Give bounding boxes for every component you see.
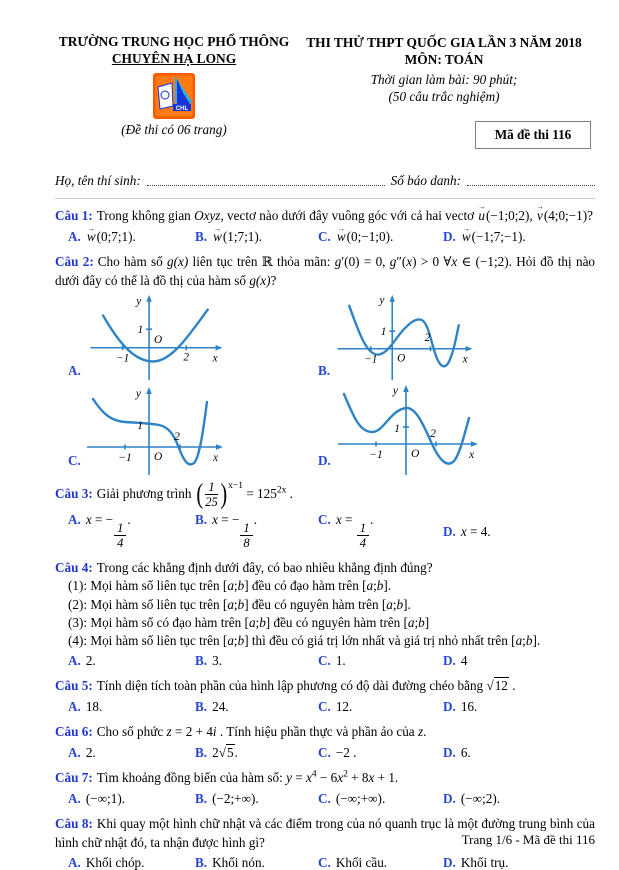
option-text: (−2;+∞).: [212, 790, 259, 806]
school-name-line2: CHUYÊN HẠ LONG: [111, 50, 237, 66]
statement-text: Mọi hàm số liên tục trên [a;b] thì đều có giá trị lớn nhất và giá trị nhỏ nhất trên [a;b].: [90, 632, 541, 648]
graph-d-plot: [328, 382, 488, 477]
statement-number: (4):: [68, 632, 88, 648]
statement-2: [68, 596, 595, 614]
option-text: 6.: [460, 744, 471, 760]
question-5-body: Tính diện tích toàn phần của hình lập phương có độ dài đường chéo bằng √12 .: [96, 678, 516, 694]
option-text: x = − $\frac{1}{4}$ .: [85, 512, 131, 551]
option-letter: C.: [318, 855, 331, 870]
statement-number: (3):: [68, 614, 88, 630]
school-logo-image: [153, 73, 195, 119]
origin-label: O: [154, 451, 163, 464]
pages-note: (Đề thi có 06 trang): [121, 121, 227, 137]
question-4-label: Câu 4:: [55, 559, 93, 575]
graph-option-c: [55, 382, 318, 472]
option-a: [68, 699, 195, 715]
header-school-block: [55, 34, 293, 149]
graph-option-d: [318, 382, 595, 472]
option-letter: B.: [195, 653, 208, 669]
question-8-body: Khi quay một hình chữ nhật và các điểm trong của nó quanh trục là một đường trung bình của hình chữ nhật đó, ta nhận được hình gì?: [55, 815, 596, 850]
option-letter: A.: [68, 698, 81, 714]
option-a: [68, 791, 195, 807]
option-text: Khối cầu.: [335, 855, 388, 870]
option-letter: D.: [443, 790, 456, 806]
statement-number: (2):: [68, 596, 88, 612]
option-d: [443, 653, 595, 669]
question-1-options: [55, 229, 595, 245]
candidate-id-field: [467, 173, 595, 186]
question-6: [55, 723, 595, 761]
option-b: [195, 745, 318, 761]
option-b: [195, 699, 318, 715]
option-letter: C.: [318, 228, 331, 244]
question-3-label: Câu 3:: [55, 486, 93, 502]
option-letter: B.: [195, 512, 208, 528]
option-c: [318, 653, 443, 669]
question-1-body: Trong không gian Oxyz, vectơ nào dưới đây vuông góc với cả hai vectơ → u(−1;0;2), → v(4;0;−1)?: [97, 208, 593, 223]
origin-label: O: [411, 448, 420, 461]
statement-1: [68, 577, 595, 595]
question-8-options: [55, 855, 595, 870]
question-4-options: [55, 653, 595, 669]
option-d: [443, 229, 595, 245]
option-a: [68, 855, 195, 870]
option-letter: C.: [318, 698, 331, 714]
option-text: (−∞;1).: [85, 790, 126, 806]
option-b: [195, 855, 318, 870]
option-letter: A.: [68, 512, 81, 528]
option-b: [195, 653, 318, 669]
option-letter: B.: [195, 228, 208, 244]
option-d: [443, 855, 595, 870]
option-b: [195, 791, 318, 807]
tick-label-2: 2: [424, 332, 431, 345]
question-3: [55, 480, 595, 550]
school-name-line1: TRƯỜNG TRUNG HỌC PHỔ THÔNG: [58, 34, 290, 49]
option-letter: B.: [195, 855, 208, 870]
option-letter: B.: [195, 744, 208, 760]
tick-label-neg1: −1: [116, 352, 130, 365]
x-axis-label: x: [212, 352, 218, 365]
option-letter: C.: [318, 790, 331, 806]
option-text: → w(1;7;1).: [212, 229, 262, 244]
x-axis-label: x: [462, 353, 468, 366]
question-6-body: Cho số phức z = 2 + 4i . Tính hiệu phần thực và phần ảo của z.: [96, 723, 427, 739]
graph-c-plot: [77, 382, 227, 477]
question-1: [55, 207, 595, 245]
question-6-label: Câu 6:: [55, 723, 93, 739]
graph-d-letter: D.: [318, 453, 331, 469]
graph-b-plot: [328, 292, 478, 382]
option-d: [443, 699, 595, 715]
option-text: → w(−1;7;−1).: [461, 229, 526, 244]
question-6-text: [55, 723, 595, 742]
option-b: [195, 512, 318, 550]
tick-label-1: 1: [137, 324, 144, 337]
option-text: −2 .: [335, 744, 357, 760]
question-2-body: Cho hàm số g(x) liên tục trên ℝ thỏa mãn: g′(0) = 0, g″(x) > 0 ∀x ∈ (−1;2). Hỏi đồ thị nào dưới đây có thể là đồ thị của hàm số g(x)?: [55, 253, 596, 288]
option-letter: B.: [195, 790, 208, 806]
x-axis-label: x: [469, 449, 475, 462]
question-5: [55, 677, 595, 715]
option-text: 2√5.: [212, 744, 238, 760]
option-text: → w(0;7;1).: [86, 229, 136, 244]
exam-subject: MÔN: TOÁN: [404, 52, 484, 68]
header-exam-block: [293, 34, 595, 149]
question-3-text: [55, 480, 595, 509]
option-text: Khối nón.: [212, 855, 265, 870]
tick-label-1: 1: [380, 326, 387, 339]
question-7-options: [55, 791, 595, 807]
logo-text: CHL: [175, 105, 189, 112]
option-a: [68, 512, 195, 550]
option-text: x = $\frac{1}{4}$ .: [335, 512, 374, 551]
option-text: 2.: [85, 744, 96, 760]
y-axis-label: y: [135, 388, 141, 401]
question-2-graphs: [55, 292, 595, 472]
question-2-label: Câu 2:: [55, 253, 94, 269]
option-c: [318, 699, 443, 715]
x-axis-label: x: [213, 452, 219, 465]
option-letter: C.: [318, 744, 331, 760]
option-text: 24.: [212, 698, 229, 714]
graph-a-letter: A.: [68, 363, 81, 379]
question-7-text: [55, 769, 595, 788]
option-letter: D.: [443, 698, 456, 714]
option-c: [318, 791, 443, 807]
question-1-label: Câu 1:: [55, 208, 93, 224]
option-letter: A.: [68, 790, 81, 806]
option-letter: A.: [68, 228, 81, 244]
option-text: 2.: [85, 653, 96, 669]
y-axis-label: y: [136, 296, 142, 309]
option-text: x = − $\frac{1}{8}$ .: [212, 512, 257, 551]
school-logo: [153, 73, 195, 119]
option-a: [68, 229, 195, 245]
option-c: [318, 512, 443, 550]
statement-text: Mọi hàm số có đạo hàm trên [a;b] đều có nguyên hàm trên [a;b]: [90, 614, 430, 630]
option-text: x = 4.: [460, 523, 491, 539]
option-letter: D.: [443, 744, 456, 760]
question-8-label: Câu 8:: [55, 815, 93, 831]
tick-label-1: 1: [137, 420, 143, 433]
question-5-options: [55, 699, 595, 715]
option-c: [318, 855, 443, 870]
option-letter: A.: [68, 653, 81, 669]
tick-label-neg1: −1: [369, 449, 383, 462]
exam-code-box: Mã đề thi 116: [475, 121, 591, 149]
exam-duration: Thời gian làm bài: 90 phút;: [370, 71, 518, 87]
graph-c-letter: C.: [68, 453, 81, 469]
origin-label: O: [397, 352, 406, 365]
option-text: 3.: [212, 653, 222, 669]
option-letter: A.: [68, 855, 81, 870]
option-letter: D.: [443, 653, 456, 669]
option-text: (−∞;2).: [460, 790, 501, 806]
question-6-options: [55, 745, 595, 761]
question-7-label: Câu 7:: [55, 770, 93, 786]
statement-text: Mọi hàm số liên tục trên [a;b] đều có nguyên hàm trên [a;b].: [90, 596, 411, 612]
option-text: Khối chóp.: [85, 855, 145, 870]
graph-b-letter: B.: [318, 363, 331, 379]
tick-label-neg1: −1: [364, 353, 378, 366]
option-letter: A.: [68, 744, 81, 760]
statement-4: [68, 632, 595, 650]
option-c: [318, 229, 443, 245]
question-1-text: [55, 207, 595, 226]
question-7: [55, 769, 595, 807]
graph-option-a: [55, 292, 318, 382]
option-a: [68, 653, 195, 669]
option-d: [443, 791, 595, 807]
option-text: Khối trụ.: [460, 855, 509, 870]
question-5-text: [55, 677, 595, 696]
option-text: 12.: [335, 698, 353, 714]
option-letter: B.: [195, 698, 208, 714]
option-b: [195, 229, 318, 245]
question-3-body: Giải phương trình ( $\frac{1}{25}$ ) $^{x-1} = 125^{2x}$ .: [96, 479, 293, 511]
question-3-options: [55, 512, 595, 550]
graph-option-b: [318, 292, 595, 382]
option-text: 16.: [460, 698, 478, 714]
question-4: [55, 559, 595, 670]
candidate-name-field: [147, 173, 385, 186]
question-4-statements: [55, 577, 595, 650]
question-2: [55, 253, 595, 472]
question-4-text: [55, 559, 595, 578]
tick-label-neg1: −1: [118, 452, 132, 465]
header: [55, 34, 595, 149]
option-text: 1.: [335, 653, 346, 669]
option-letter: D.: [443, 523, 456, 539]
question-5-label: Câu 5:: [55, 678, 93, 694]
option-d: [443, 745, 595, 761]
option-letter: C.: [318, 512, 331, 528]
option-letter: D.: [443, 855, 456, 870]
option-a: [68, 745, 195, 761]
option-d: [443, 524, 595, 540]
candidate-row: [55, 173, 595, 199]
origin-label: O: [153, 334, 163, 347]
exam-format-note: (50 câu trắc nghiệm): [388, 89, 500, 104]
option-text: 4: [460, 653, 468, 669]
y-axis-label: y: [379, 295, 385, 308]
y-axis-label: y: [392, 385, 398, 398]
question-4-body: Trong các khẳng định dưới đây, có bao nhiêu khẳng định đúng?: [96, 559, 433, 575]
option-letter: D.: [443, 228, 456, 244]
option-text: → w(0;−1;0).: [336, 229, 393, 244]
statement-3: [68, 614, 595, 632]
candidate-name-label: Họ, tên thí sinh:: [55, 173, 141, 189]
page-footer: Trang 1/6 - Mã đề thi 116: [461, 832, 595, 847]
option-text: 18.: [85, 698, 103, 714]
question-7-body: Tìm khoảng đồng biến của hàm số: $y = x^4 - 6x^2 + 8x + 1$.: [96, 769, 399, 786]
exam-title: THI THỬ THPT QUỐC GIA LẦN 3 NĂM 2018: [306, 35, 582, 50]
statement-text: Mọi hàm số liên tục trên [a;b] đều có đạo hàm trên [a;b].: [90, 578, 392, 594]
question-2-text: [55, 253, 595, 290]
option-text: (−∞;+∞).: [335, 790, 386, 806]
option-letter: C.: [318, 653, 331, 669]
tick-label-2: 2: [430, 428, 436, 441]
graph-a-plot: [77, 292, 227, 382]
tick-label-1: 1: [394, 423, 400, 436]
logo-book: [158, 83, 173, 109]
tick-label-2: 2: [183, 351, 190, 364]
tick-label-2: 2: [174, 431, 180, 444]
candidate-id-label: Số báo danh:: [390, 173, 461, 189]
statement-number: (1):: [68, 578, 88, 594]
option-c: [318, 745, 443, 761]
